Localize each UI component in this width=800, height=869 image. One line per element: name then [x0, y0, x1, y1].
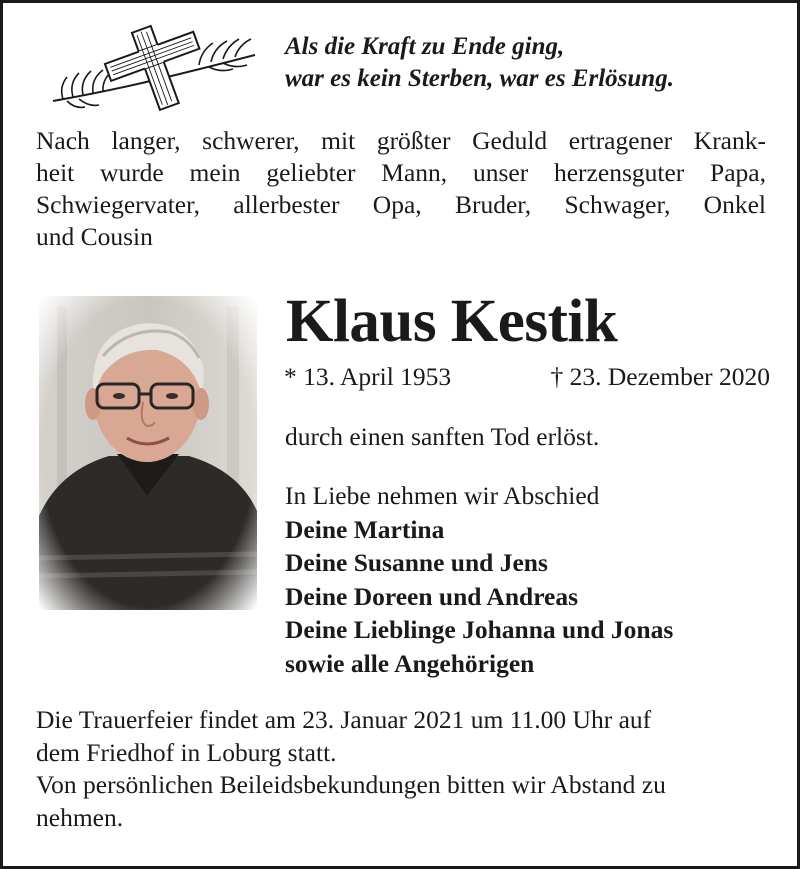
motto-line-2: war es kein Sterben, war es Erlösung. [285, 65, 674, 92]
intro-line: Schwiegervater, allerbester Opa, Bruder, Schwager, Onkel [36, 190, 766, 219]
service-line: nehmen. [36, 802, 124, 832]
intro-line: heit wurde mein geliebter Mann, unser herzensguter Papa, [36, 158, 766, 187]
service-line: dem Friedhof in Loburg statt. [36, 737, 337, 767]
intro-line: und Cousin [36, 222, 153, 251]
cross-palm-branch-icon [49, 21, 261, 113]
deceased-name: Klaus Kestik [286, 288, 618, 355]
mourner-name: Deine Martina [285, 514, 445, 544]
motto-quote [285, 31, 674, 95]
service-line: Die Trauerfeier findet am 23. Januar 2021 um 11.00 Uhr auf [36, 705, 652, 734]
mourner-name: Deine Doreen und Andreas [285, 581, 579, 611]
mourner-name: Deine Susanne und Jens [285, 548, 548, 577]
service-line: Von persönlichen Beileidsbekundungen bitten wir Abstand zu [36, 770, 666, 799]
birth-date: * 13. April 1953 [284, 362, 452, 391]
portrait-photo [39, 296, 257, 610]
motto-line-1: Als die Kraft zu Ende ging, [285, 33, 565, 60]
death-date: † 23. Dezember 2020 [550, 362, 770, 391]
life-dates [284, 361, 770, 393]
mourner-name: sowie alle Angehörigen [285, 648, 535, 678]
farewell-lead: In Liebe nehmen wir Abschied [285, 481, 600, 510]
intro-paragraph [36, 125, 766, 253]
funeral-service-info [36, 704, 766, 834]
mourner-name: Deine Lieblinge Johanna und Jonas [285, 615, 674, 644]
mourners-block [285, 479, 673, 680]
intro-line: Nach langer, schwerer, mit größter Geduld ertragener Krank- [36, 126, 766, 155]
released-text: durch einen sanften Tod erlöst. [285, 422, 600, 451]
